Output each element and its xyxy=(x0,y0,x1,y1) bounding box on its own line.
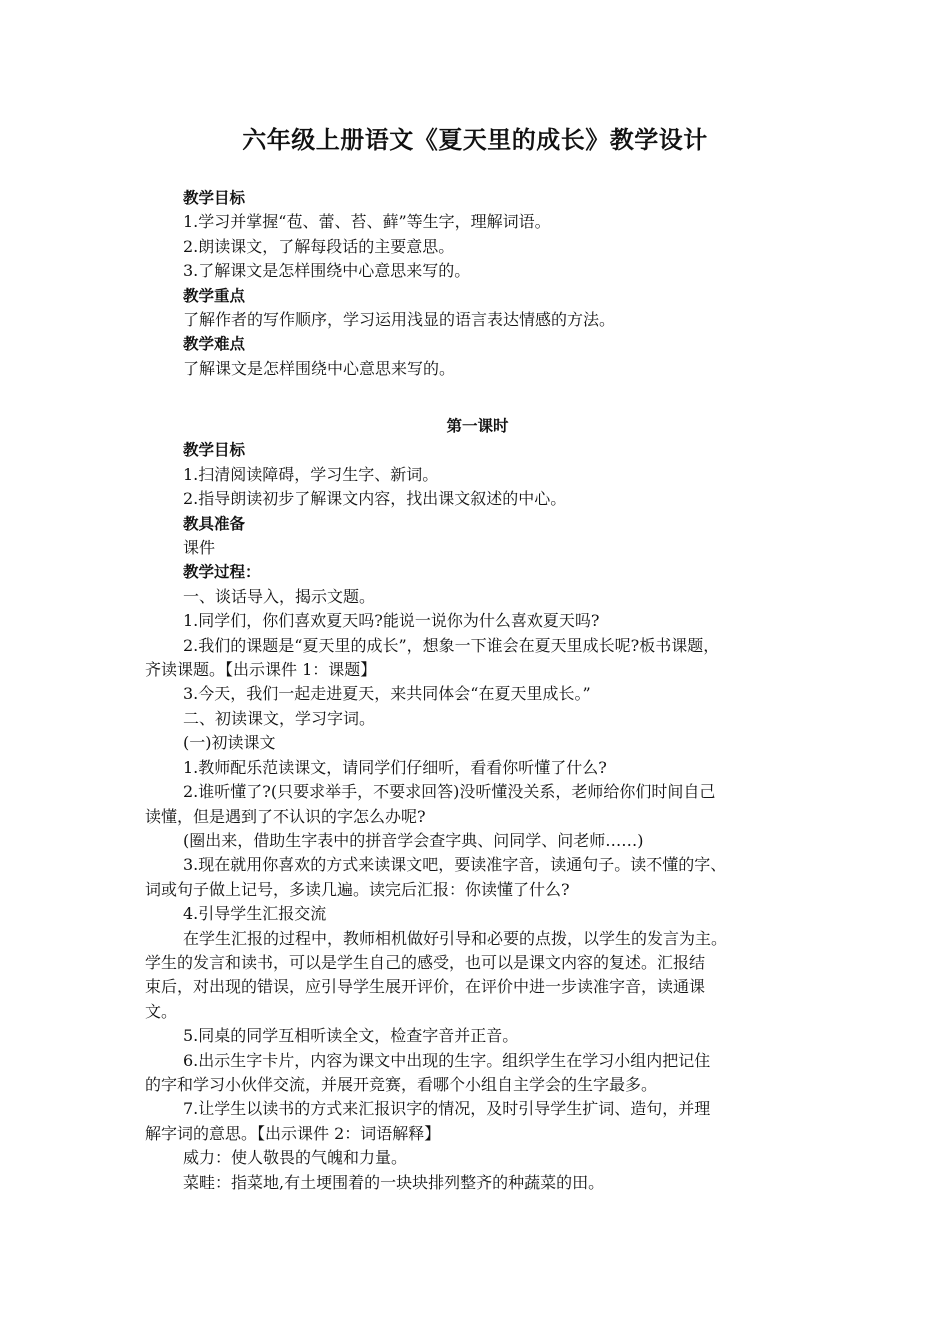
paragraph: 菜畦：指菜地,有土埂围着的一块块排列整齐的种蔬菜的田。 xyxy=(183,1172,605,1192)
tools-heading: 教具准备 xyxy=(183,514,246,533)
lesson-goals-heading: 教学目标 xyxy=(183,441,246,460)
paragraph: 5.同桌的同学互相听读全文，检查字音并正音。 xyxy=(183,1026,519,1046)
paragraph-cont: 文。 xyxy=(145,1001,178,1021)
paragraph: 二、初读课文，学习字词。 xyxy=(183,708,376,728)
lesson-goal-item: 1.扫清阅读障碍，学习生字、新词。 xyxy=(183,464,439,484)
paragraph: 威力：使人敬畏的气魄和力量。 xyxy=(183,1148,408,1168)
difficulty-text: 了解课文是怎样围绕中心意思来写的。 xyxy=(183,358,456,378)
paragraph: 4.引导学生汇报交流 xyxy=(183,904,327,924)
lesson-goal-item: 2.指导朗读初步了解课文内容，找出课文叙述的中心。 xyxy=(183,489,567,509)
focus-heading: 教学重点 xyxy=(183,286,246,305)
paragraph: 2.谁听懂了?(只要求举手，不要求回答)没听懂没关系，老师给你们时间自己 xyxy=(183,782,716,802)
paragraph: 6.出示生字卡片，内容为课文中出现的生字。组织学生在学习小组内把记住 xyxy=(183,1050,711,1070)
paragraph: 1.教师配乐范读课文，请同学们仔细听，看看你听懂了什么? xyxy=(183,757,607,777)
paragraph-cont: 的字和学习小伙伴交流，并展开竞赛，看哪个小组自主学会的生字最多。 xyxy=(145,1074,658,1094)
paragraph: 3.现在就用你喜欢的方式来读课文吧，要读准字音，读通句子。读不懂的字、 xyxy=(183,855,727,875)
paragraph-cont: 学生的发言和读书，可以是学生自己的感受，也可以是课文内容的复述。汇报结 xyxy=(145,952,706,972)
paragraph: 3.今天，我们一起走进夏天，来共同体会“在夏天里成长。” xyxy=(183,684,591,704)
paragraph-cont: 束后，对出现的错误，应引导学生展开评价，在评价中进一步读准字音，读通课 xyxy=(145,977,706,997)
page-title: 六年级上册语文《夏天里的成长》教学设计 xyxy=(242,125,708,154)
paragraph-cont: 词或句子做上记号，多读几遍。读完后汇报：你读懂了什么? xyxy=(145,879,570,899)
paragraph: 一、谈话导入，揭示文题。 xyxy=(183,586,376,606)
goals-heading: 教学目标 xyxy=(183,189,246,207)
paragraph: 2.我们的课题是“夏天里的成长”，想象一下谁会在夏天里成长呢?板书课题， xyxy=(183,635,720,655)
goal-item: 1.学习并掌握“苞、蕾、苔、藓”等生字，理解词语。 xyxy=(183,212,551,232)
difficulty-heading: 教学难点 xyxy=(183,335,246,354)
goal-item: 3.了解课文是怎样围绕中心意思来写的。 xyxy=(183,261,471,281)
lesson1-section xyxy=(145,414,810,1195)
goal-item: 2.朗读课文，了解每段话的主要意思。 xyxy=(183,236,455,256)
paragraph: (一)初读课文 xyxy=(183,733,276,753)
paragraph-cont: 齐读课题。【出示课件 1：课题】 xyxy=(145,660,377,680)
intro-section xyxy=(145,186,810,381)
paragraph: (圈出来，借助生字表中的拼音学会查字典、问同学、问老师……) xyxy=(183,830,644,850)
paragraph-cont: 解字词的意思。【出示课件 2：词语解释】 xyxy=(145,1123,441,1143)
process-heading: 教学过程： xyxy=(183,563,261,582)
paragraph: 1.同学们，你们喜欢夏天吗?能说一说你为什么喜欢夏天吗? xyxy=(183,611,600,631)
tools-text: 课件 xyxy=(183,538,216,558)
focus-text: 了解作者的写作顺序，学习运用浅显的语言表达情感的方法。 xyxy=(183,310,616,330)
paragraph: 在学生汇报的过程中，教师相机做好引导和必要的点拨，以学生的发言为主。 xyxy=(183,928,728,948)
paragraph-cont: 读懂，但是遇到了不认识的字怎么办呢? xyxy=(145,806,426,826)
paragraph: 7.让学生以读书的方式来汇报识字的情况，及时引导学生扩词、造句，并理 xyxy=(183,1099,711,1119)
lesson-heading: 第一课时 xyxy=(446,417,509,435)
